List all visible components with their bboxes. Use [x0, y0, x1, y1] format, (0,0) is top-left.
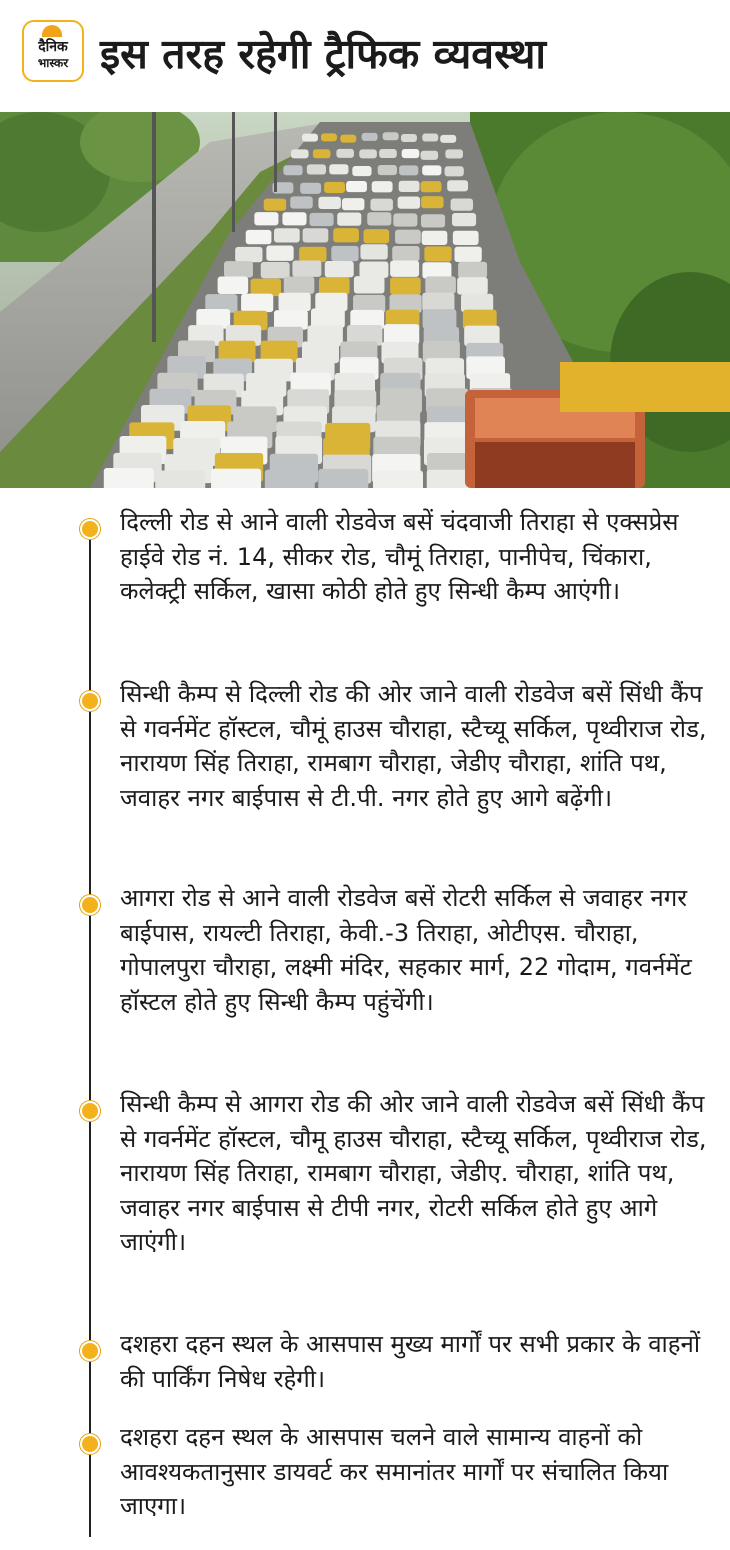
car-shape	[399, 181, 420, 192]
car-shape	[282, 212, 306, 225]
car-shape	[266, 245, 293, 260]
car-shape	[422, 231, 448, 245]
car-shape	[307, 164, 326, 174]
car-shape	[279, 293, 311, 311]
car-shape	[384, 324, 419, 345]
list-item-text: सिन्धी कैम्प से आगरा रोड की ओर जाने वाली रोडवेज बसें सिंधी कैंप से गवर्नमेंट हॉस्टल, चौमू हाउस चौराहा, स्टैच्यू सर्किल, पृथ्वीराज रोड, नारायण सिंह तिराहा, रामबाग चौराहा, जेडीए. चौराहा, शांति पथ, जवाहर नगर बाईपास से टीपी नगर, रोटरी सर्किल होते हुए आगे जाएंगी।	[120, 1090, 707, 1257]
car-shape	[318, 469, 368, 488]
car-shape	[422, 133, 438, 141]
car-shape	[261, 262, 290, 278]
traffic-routes-list	[0, 505, 730, 1545]
header	[0, 0, 730, 110]
car-shape	[383, 132, 399, 140]
car-shape	[367, 212, 391, 225]
car-shape	[422, 262, 451, 278]
car-shape	[254, 212, 278, 225]
dainik-bhaskar-logo	[22, 20, 84, 82]
car-shape	[421, 181, 442, 192]
car-shape	[303, 228, 329, 242]
car-shape	[401, 134, 417, 142]
car-shape	[299, 247, 326, 262]
bullet-dot-icon	[80, 1341, 100, 1361]
car-shape	[360, 244, 387, 259]
car-shape	[342, 198, 364, 210]
bullet-dot-icon	[80, 519, 100, 539]
car-shape	[445, 166, 464, 176]
bullet-dot-icon	[80, 1434, 100, 1454]
bullet-dot-icon	[80, 895, 100, 915]
car-shape	[421, 214, 445, 227]
car-shape	[458, 262, 487, 278]
car-shape	[390, 277, 421, 294]
car-shape	[451, 199, 473, 211]
car-shape	[311, 308, 345, 328]
car-shape	[331, 246, 358, 261]
car-shape	[265, 470, 315, 488]
car-shape	[324, 182, 345, 193]
list-item-text: आगरा रोड से आने वाली रोडवेज बसें रोटरी सर्किल से जवाहर नगर बाईपास, रायल्टी तिराहा, केवी.-3 तिराहा, ओटीएस. चौराहा, गोपालपुरा चौराहा, लक्ष्मी मंदिर, सहकार मार्ग, 22 गोदाम, गवर्नमेंट हॉस्टल होते हुए सिन्धी कैम्प पहुंचेंगी।	[120, 884, 692, 1016]
car-shape	[313, 149, 331, 158]
car-shape	[336, 149, 354, 158]
car-shape	[372, 181, 393, 192]
car-shape	[211, 469, 261, 488]
car-shape	[424, 246, 451, 261]
car-shape	[421, 196, 443, 208]
car-shape	[398, 197, 420, 209]
car-shape	[423, 309, 457, 329]
car-shape	[321, 133, 337, 141]
car-shape	[390, 261, 419, 277]
car-shape	[155, 470, 205, 488]
car-shape	[425, 276, 456, 293]
car-shape	[329, 164, 348, 174]
car-shape	[300, 183, 321, 194]
car-shape	[290, 196, 312, 208]
car-shape	[246, 230, 272, 244]
logo-line2: भास्कर	[37, 56, 69, 70]
car-shape	[370, 199, 392, 211]
car-shape	[373, 471, 423, 488]
car-shape	[264, 199, 286, 211]
car-shape	[393, 213, 417, 226]
car-shape	[422, 293, 454, 311]
car-shape	[235, 247, 262, 262]
car-shape	[422, 165, 441, 175]
car-shape	[340, 135, 356, 143]
car-shape	[292, 261, 321, 277]
car-shape	[402, 149, 420, 158]
car-shape	[274, 310, 308, 330]
car-shape	[440, 135, 456, 143]
car-shape	[378, 165, 397, 175]
car-shape	[337, 212, 361, 225]
car-shape	[104, 468, 154, 488]
car-shape	[325, 261, 354, 277]
sun-icon	[42, 25, 62, 37]
list-item-text: सिन्धी कैम्प से दिल्ली रोड की ओर जाने वाली रोडवेज बसें सिंधी कैंप से गवर्नमेंट हॉस्टल, चौमूं हाउस चौराहा, स्टैच्यू सर्किल, पृथ्वीराज रोड, नारायण सिंह तिराहा, रामबाग चौराहा, जेडीए चौराहा, शांति पथ, जवाहर नगर बाईपास से टी.पी. नगर होते हुए आगे बढ़ेंगी।	[120, 680, 707, 812]
car-shape	[359, 262, 388, 278]
car-shape	[302, 134, 318, 142]
page-title: इस तरह रहेगी ट्रैफिक व्यवस्था	[100, 30, 547, 78]
car-shape	[454, 247, 481, 262]
bullet-dot-icon	[80, 691, 100, 711]
car-shape	[319, 277, 350, 294]
list-item-text: दशहरा दहन स्थल के आसपास चलने वाले सामान्य वाहनों को आवश्यकतानुसार डायवर्ट कर समानांतर मार्गों पर संचालित किया जाएगा।	[120, 1423, 669, 1521]
car-shape	[395, 230, 421, 244]
car-shape	[284, 276, 315, 293]
car-shape	[379, 149, 397, 158]
logo-line1: दैनिक	[38, 39, 68, 55]
car-shape	[315, 293, 347, 311]
list-item-text: दिल्ली रोड से आने वाली रोडवेज बसें चंदवाजी तिराहा से एक्सप्रेस हाईवे रोड नं. 14, सीकर रोड, चौमूं तिराहा, पानीपेच, चिंकारा, कलेक्ट्री सर्किल, खासा कोठी होते हुए सिन्धी कैम्प आएंगी।	[120, 508, 679, 606]
car-shape	[274, 228, 300, 242]
list-item-text: दशहरा दहन स्थल के आसपास मुख्य मार्गों पर सभी प्रकार के वाहनों की पार्किंग निषेध रहेगी।	[120, 1330, 701, 1393]
car-shape	[359, 149, 377, 158]
car-shape	[447, 180, 468, 191]
car-shape	[421, 151, 439, 160]
car-shape	[309, 213, 333, 226]
car-shape	[283, 165, 302, 175]
car-shape	[218, 277, 249, 294]
traffic-jam-photo	[0, 112, 730, 488]
car-shape	[452, 213, 476, 226]
timeline-line	[89, 527, 91, 1537]
car-shape	[346, 181, 367, 192]
car-shape	[291, 149, 309, 158]
car-shape	[318, 197, 340, 209]
car-shape	[352, 166, 371, 176]
car-shape	[453, 231, 479, 245]
car-shape	[399, 165, 418, 175]
car-shape	[333, 228, 359, 242]
car-shape	[392, 246, 419, 261]
car-shape	[251, 279, 282, 296]
car-shape	[457, 277, 488, 294]
car-shape	[363, 229, 389, 243]
car-shape	[241, 294, 273, 312]
car-shape	[224, 261, 253, 277]
car-shape	[362, 133, 378, 141]
car-shape	[461, 294, 493, 312]
car-shape	[354, 276, 385, 293]
traffic-photo-illustration	[0, 112, 730, 488]
car-shape	[445, 149, 463, 158]
bullet-dot-icon	[80, 1101, 100, 1121]
